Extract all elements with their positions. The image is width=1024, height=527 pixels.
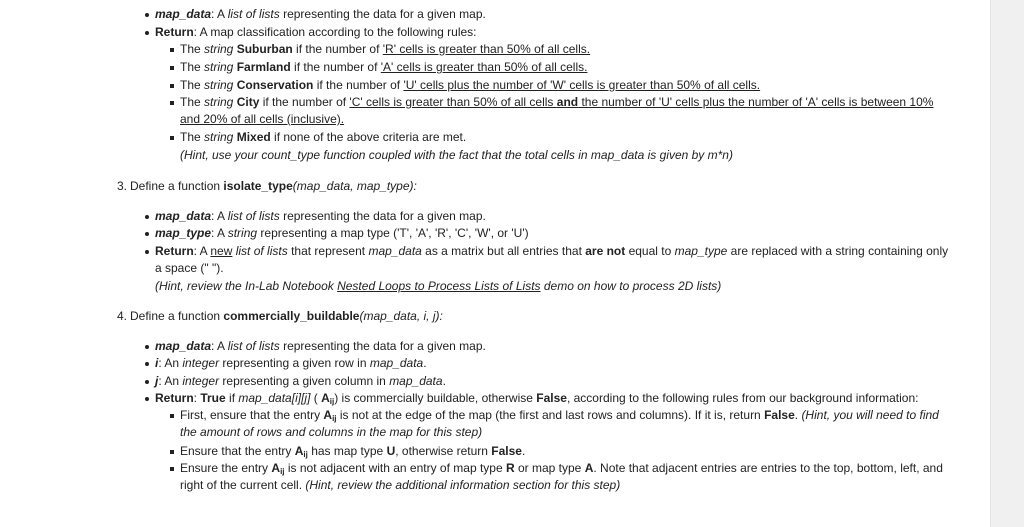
hint-count-type: (Hint, use your count_type function coupled with the fact that the total cells in map_data is given by m*n) — [180, 148, 733, 162]
nested-loops-link[interactable]: Nested Loops to Process Lists of Lists — [337, 279, 541, 293]
rule-city-continued: and 20% of all cells (inclusive). — [180, 112, 345, 126]
rule-farmland: The string Farmland if the number of 'A' cells is greater than 50% of all cells. — [180, 60, 588, 74]
square-bullet — [170, 66, 174, 70]
bullet — [145, 31, 149, 35]
s4-rule-type-u: Ensure that the entry $A_{ij}$ has map type U, otherwise return False. — [180, 444, 526, 459]
square-bullet — [170, 450, 174, 454]
section-3-number: 3. — [117, 179, 128, 193]
s4-rule-edge-continued: the amount of rows and columns in the map for this step) — [180, 425, 483, 439]
s3-return: Return: A new list of lists that represent map_data as a matrix but all entries that are not equal to map_type are replaced with a string containing only — [155, 244, 949, 258]
vertical-scrollbar[interactable] — [990, 0, 1024, 527]
s4-return: Return: True if map_data[i][j] ( $A_{ij}$) is commercially buildable, otherwise False, according to the following rules from our background information: — [155, 391, 919, 406]
square-bullet — [170, 101, 174, 105]
bullet — [145, 232, 149, 236]
square-bullet — [170, 467, 174, 471]
s3-return-continued: a space (" "). — [155, 261, 224, 275]
rule-suburban: The string Suburban if the number of 'R' cells is greater than 50% of all cells. — [180, 42, 591, 56]
s4-rule-adjacent: Ensure the entry $A_{ij}$ is not adjacent with an entry of map type R or map type A. Note that adjacent entries are entries to the top, bottom, left, and — [180, 461, 943, 476]
s3-param-map-data: map_data: A list of lists representing the data for a given map. — [155, 209, 486, 223]
bullet — [145, 397, 149, 401]
section-4-heading: Define a function commercially_buildable(map_data, i, j): — [130, 309, 443, 323]
bullet — [145, 13, 149, 17]
rule-conservation: The string Conservation if the number of 'U' cells plus the number of 'W' cells is greater than 50% of all cells. — [180, 78, 761, 92]
bullet — [145, 215, 149, 219]
section-4-number: 4. — [117, 309, 128, 323]
s3-hint: (Hint, review the In-Lab Notebook Nested Loops to Process Lists of Lists demo on how to process 2D lists) — [155, 279, 722, 293]
bullet — [145, 380, 149, 384]
s4-rule-adjacent-continued: right of the current cell. (Hint, review the additional information section for this step) — [180, 478, 621, 492]
s4-param-i: i: An integer representing a given row in map_data. — [155, 356, 427, 370]
s4-param-j: j: An integer representing a given column in map_data. — [155, 374, 446, 388]
s4-param-map-data: map_data: A list of lists representing the data for a given map. — [155, 339, 486, 353]
bullet — [145, 250, 149, 254]
s4-rule-edge: First, ensure that the entry $A_{ij}$ is not at the edge of the map (the first and last rows and columns). If it is, return False. (Hint, you will need to find — [180, 408, 939, 423]
square-bullet — [170, 136, 174, 140]
rule-city: The string City if the number of 'C' cells is greater than 50% of all cells and the number of 'U' cells plus the number of 'A' cells is between 10% — [180, 95, 934, 109]
bullet — [145, 362, 149, 366]
return-description: Return: A map classification according to the following rules: — [155, 25, 477, 39]
section-3-heading: Define a function isolate_type(map_data, map_type): — [130, 179, 417, 193]
s3-param-map-type: map_type: A string representing a map type ('T', 'A', 'R', 'C', 'W', or 'U') — [155, 226, 529, 240]
square-bullet — [170, 414, 174, 418]
rule-mixed: The string Mixed if none of the above criteria are met. — [180, 130, 467, 144]
param-map-data: map_data: A list of lists representing the data for a given map. — [155, 7, 486, 21]
square-bullet — [170, 84, 174, 88]
square-bullet — [170, 48, 174, 52]
bullet — [145, 345, 149, 349]
